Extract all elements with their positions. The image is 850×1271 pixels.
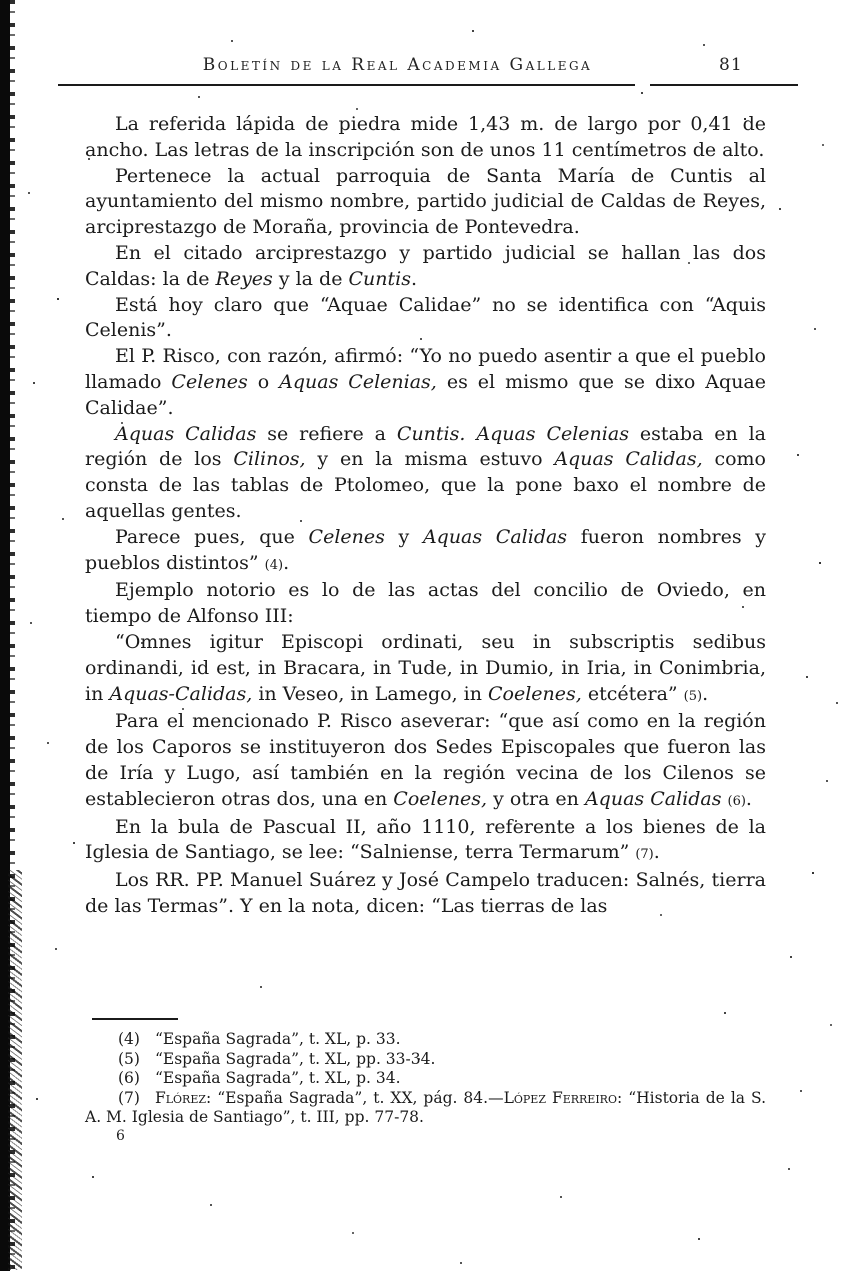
footnote-rule [92,1018,178,1020]
footnote-reference: (4) [264,557,284,573]
text-segment: y la de [272,267,349,290]
paragraph [85,422,766,525]
paragraph [85,525,766,579]
paragraph [85,868,766,920]
scan-noise [0,0,2,2]
text-segment: in Veseo, in Lamego, in [252,682,488,705]
text-segment: estaba en la región de los [85,422,767,471]
body-text [85,112,766,920]
text-segment: Flórez: [154,1088,212,1107]
text-segment: . [702,682,709,705]
paragraph [85,709,766,814]
text-segment: y [384,525,423,548]
header-rule [58,84,798,86]
text-segment: fueron nombres y pueblos distintos” [85,525,766,574]
text-segment: . [653,841,660,864]
footnote [85,1069,766,1089]
paragraph [85,164,766,241]
footnote-reference: (5) [683,688,703,704]
text-segment: como consta de las tablas de Ptolomeo, que la pone baxo el nombre de aquellas gentes. [85,448,766,522]
journal-title: Boletín de la Real Academia Gallega [202,55,593,75]
footnote-label: (7) [118,1088,140,1107]
text-segment: En la bula de Pascual II, año 1110, referente a los bienes de la Iglesia de Santiago, se lee: “Salniense, terra Termarum” [85,815,766,864]
text-segment: “España Sagrada”, t. XL, pp. 33-34. [154,1049,436,1068]
text-segment [465,423,476,445]
text-segment: Coelenes, [488,682,582,705]
paragraph [85,578,766,630]
paragraph [85,241,766,293]
text-segment: Parece pues, que [115,525,309,548]
text-segment: o [247,370,280,393]
text-segment: Pertenece la actual parroquia de Santa María de Cuntis al ayuntamiento del mismo nombre, partido judicial de Caldas de Reyes, arciprestazgo de Moraña, provincia de Pontevedra. [85,164,766,239]
text-segment: Aquas Calidas [115,422,257,445]
footnote-reference: (6) [727,793,746,809]
text-segment: . [410,267,418,290]
footnote-label: (4) [118,1030,140,1048]
paragraph [85,630,766,709]
text-segment: Aquas Celenias, [279,370,437,393]
text-segment: Aquas-Calidas, [109,682,253,705]
text-segment: Coelenes, [393,787,488,810]
text-segment: Está hoy claro que “Aquae Calidae” no se identifica con “Aquis Celenis”. [85,293,766,342]
footnote-label: (5) [118,1049,140,1068]
paragraph [85,815,766,869]
text-segment: Celenes [308,525,385,548]
text-segment: López Ferreiro: [503,1088,623,1107]
text-segment: “España Sagrada”, t. XL, p. 34. [154,1069,401,1087]
page-number: 81 [719,55,743,75]
text-segment: Cuntis [348,267,411,290]
text-segment: Celenes [171,370,248,393]
text-segment: Para el mencionado P. Risco aseverar: “que así como en la región de los Caporos se instituyeron dos Sedes Episcopales que fueron las de Iría y Lugo, así también en la región vecina de los Cilenos se establecieron otras dos, una en [85,710,766,810]
footnote [85,1089,766,1128]
text-segment: Aquas Calidas [422,525,568,548]
scan-gutter-shadow [0,0,10,1271]
text-segment: se refiere a [256,422,397,445]
footnote-reference: (7) [635,847,654,863]
text-segment: El P. Risco, con razón, afirmó: “Yo no puedo asentir a que el pueblo llamado [85,345,766,393]
text-segment: . [283,551,290,574]
text-segment: y en la misma estuvo [305,448,555,471]
paragraph [85,112,766,164]
text-segment: “España Sagrada”, t. XX, pág. 84.— [211,1088,504,1107]
running-header [85,55,766,77]
footnotes [85,1030,766,1128]
paragraph [85,293,766,345]
text-segment: Aquas Calidas, [554,448,703,471]
text-segment: Los RR. PP. Manuel Suárez y José Campelo traducen: Salnés, tierra de las Termas”. Y en la nota, dicen: “Las tierras de las [85,869,766,917]
text-segment: Reyes [215,267,273,290]
text-segment: . [745,787,752,810]
text-segment: “Omnes igitur Episcopi ordinati, seu in subscriptis sedibus ordinandi, id est, in Bracara, in Tude, in Dumio, in Iria, in Conimbria, in [85,630,766,705]
text-segment: En el citado arciprestazgo y partido judicial se hallan las dos Caldas: la de [85,241,766,290]
paragraph [85,344,766,421]
text-segment: y otra en [487,787,585,810]
footnote [85,1030,766,1050]
text-segment: Cilinos, [233,448,306,471]
signature-mark: 6 [116,1128,125,1144]
text-segment: es el mismo que se dixo Aquae Calidae”. [85,370,766,419]
text-segment: Aquas Celenias [476,422,629,445]
text-segment: Aquas Calidas [584,787,722,810]
text-segment: “Historia de la S. A. M. Iglesia de Santiago”, t. III, pp. 77-78. [85,1088,767,1126]
footnote-label: (6) [118,1069,140,1087]
text-segment: La referida lápida de piedra mide 1,43 m. de largo por 0,41 de ancho. Las letras de la inscripción son de unos 11 centímetros de alto. [85,113,766,161]
text-segment: “España Sagrada”, t. XL, p. 33. [154,1030,401,1048]
text-segment: etcétera” [581,682,684,705]
footnote [85,1050,766,1070]
text-segment: Cuntis. [396,422,466,445]
text-segment: Ejemplo notorio es lo de las actas del concilio de Oviedo, en tiempo de Alfonso III: [85,579,766,628]
